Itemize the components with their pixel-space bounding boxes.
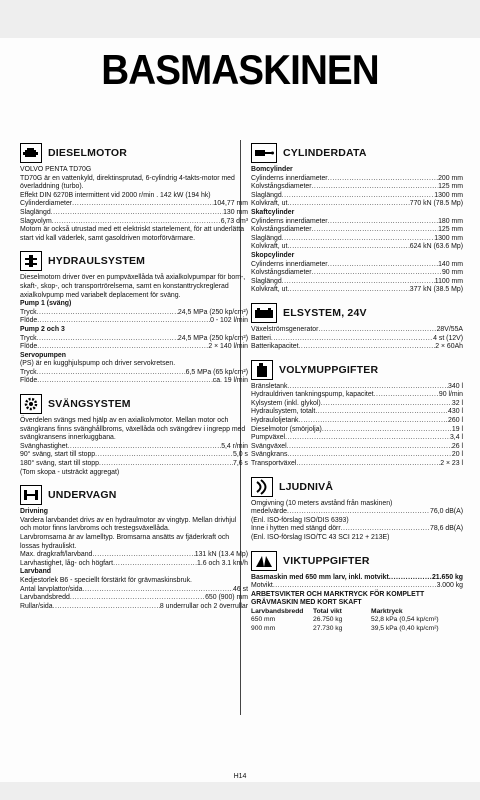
spec-key: Hydrauldriven tankningspump, kapacitet: [251, 391, 374, 399]
spec-key: Kolvkraft, ut: [251, 286, 288, 294]
spec-row: [251, 192, 463, 201]
undervagn-header: [20, 484, 248, 506]
spec-key: medelvärde: [251, 508, 288, 516]
spec-key: Cylinderns innerdiameter: [251, 217, 328, 225]
spec-key: Dieselmotor (smörjolja): [251, 425, 322, 433]
spec-value: 4 st (12V): [433, 334, 463, 342]
spec-row: [251, 460, 463, 469]
larvband-title: Larvband: [20, 568, 52, 576]
spec-key: Tryck: [20, 334, 37, 342]
spec-value: 6,5 MPa (65 kp/cm²): [185, 368, 248, 376]
drivning-title: Drivning: [20, 508, 48, 516]
spec-row: [20, 460, 248, 469]
spec-value: 140 mm: [438, 260, 463, 268]
spec-row: [251, 183, 463, 192]
spec-row: [251, 278, 463, 287]
spec-row: [20, 309, 248, 318]
battery-icon: [251, 303, 277, 323]
ljud-enl2: (Enl. ISO-förslag ISO/TC 43 SCI 212 + 213E): [251, 534, 390, 541]
spec-row: [251, 408, 463, 417]
spec-key: Flöde: [20, 377, 38, 385]
right-column: [251, 142, 463, 640]
spec-row: [251, 175, 463, 184]
spec-key: Batterikapacitet: [251, 343, 299, 351]
spec-row: [20, 560, 248, 569]
spec-value: 90 l/min: [438, 391, 463, 399]
spec-value: 19 l: [451, 425, 463, 433]
diesel-effect: Effekt DIN 6270B intermittent vid 2000 r/min . 142 kW (194 hk): [20, 191, 211, 199]
spec-value: 90 mm: [441, 269, 463, 277]
spec-key: Pumpväxel: [251, 434, 286, 442]
spec-row: [251, 343, 463, 352]
spec-key: Hydraulsystem, totalt: [251, 408, 316, 416]
spec-row: [20, 551, 248, 560]
spec-row: [20, 317, 248, 326]
cylinder-icon: [251, 143, 277, 163]
spec-value: 1300 mm: [434, 234, 463, 242]
spec-value: 26 l: [451, 442, 463, 450]
spec-row: [251, 443, 463, 452]
spec-value: 3,4 l: [449, 434, 463, 442]
svang-heading: SVÄNGSYSTEM: [48, 398, 131, 411]
spec-value: 624 kN (63.6 Mp): [409, 243, 463, 251]
spec-value: 5,0 s: [233, 451, 248, 459]
spec-value: 1300 mm: [434, 191, 463, 199]
ljud-section: [251, 476, 463, 543]
cyl-group-bom: [251, 166, 463, 209]
hydraul-header: [20, 250, 248, 272]
vikt-section: [251, 550, 463, 634]
spec-value: 200 mm: [438, 174, 463, 182]
spec-key: Rullar/sida: [20, 602, 53, 610]
hydraulic-icon: [20, 251, 42, 271]
spec-value: 76,0 dB(A): [430, 508, 463, 516]
spec-value: 3.000 kg: [436, 582, 463, 590]
spec-value: 340 l: [448, 382, 463, 390]
svang-section: [20, 393, 248, 477]
spec-value: 125 mm: [438, 226, 463, 234]
spec-key: Larvhastighet, låg- och högfart: [20, 559, 114, 567]
spec-value: 28V/55A: [436, 325, 463, 333]
spec-value: 0 - 102 l/min: [210, 317, 248, 325]
spec-row: [20, 218, 248, 227]
spec-value: 7,6 s: [233, 460, 248, 468]
spec-key: Bränsletank: [251, 382, 288, 390]
ljud-enl1: (Enl. ISO-förslag ISO/DIS 6393): [251, 516, 349, 524]
hydraul-heading: HYDRAULSYSTEM: [48, 255, 146, 268]
spec-value: 650 (900) mm: [205, 594, 248, 602]
servo-desc: (PS) är en kugghjulspump och driver servokretsen.: [20, 360, 176, 368]
spec-value: 24,5 MPa (250 kp/cm²): [177, 308, 248, 316]
spec-key: 90° sväng, start till stopp: [20, 451, 96, 459]
spec-value: 46 st: [233, 585, 248, 593]
diesel-note: Motorn är också utrustad med ett elektriskt startelement, för att underlätta start vid kall väderlek, samt gasoldriven motorförvärmare.: [20, 226, 245, 242]
spec-row: [251, 243, 463, 252]
spec-row: [251, 525, 463, 534]
spec-key: Cylinderns innerdiameter: [251, 174, 328, 182]
page-title: BASMASKINEN: [101, 46, 379, 93]
ljud-heading: LJUDNIVÅ: [279, 480, 334, 493]
spec-value: 2 × 60Ah: [435, 343, 463, 351]
spec-row: [251, 400, 463, 409]
spec-value: 20 l: [451, 451, 463, 459]
spec-value: 2 × 23 l: [440, 460, 463, 468]
spec-key: Inne i hytten med stängd dörr: [251, 525, 341, 533]
spec-row: [20, 343, 248, 352]
spec-row: [20, 603, 248, 612]
cylinder-section: [251, 142, 463, 295]
fuel-can-icon: [251, 360, 273, 380]
spec-row: [251, 235, 463, 244]
spec-value: 21.650 kg: [431, 573, 463, 581]
spec-row: [251, 391, 463, 400]
spec-row: [251, 582, 463, 591]
spec-row: [251, 574, 463, 583]
table-cell: 39,5 kPa (0,40 kp/cm²): [371, 624, 439, 632]
spec-key: Antal larvplattor/sida: [20, 585, 83, 593]
table-cell: 26.750 kg: [313, 616, 343, 624]
spec-row: [251, 434, 463, 443]
spec-row: [20, 335, 248, 344]
spec-value: 6,73 dm³: [220, 217, 248, 225]
vikt-heading: VIKTUPPGIFTER: [283, 554, 370, 567]
spec-key: Slaglängd: [251, 191, 282, 199]
spec-key: Cylinderns innerdiameter: [251, 260, 328, 268]
volym-section: [251, 359, 463, 469]
spec-row: [20, 369, 248, 378]
spec-row: [20, 200, 248, 209]
spec-value: ca. 19 l/min: [212, 377, 248, 385]
spec-key: Slaglängd: [251, 234, 282, 242]
broms-desc: Larvbromsarna är av lamelltyp. Bromsarna ansätts av fjäderkraft och lossas hydrauliskt.: [20, 534, 230, 550]
spec-row: [251, 451, 463, 460]
table-header-cell: Marktryck: [371, 607, 403, 615]
spec-key: Svängkrans: [251, 451, 288, 459]
spec-key: Kolvkraft, ut: [251, 200, 288, 208]
table-header-cell: Total vikt: [313, 607, 342, 615]
gear-icon: [20, 394, 42, 414]
spec-key: Växelströmsgenerator: [251, 325, 319, 333]
hydraul-section: [20, 250, 248, 386]
spec-row: [251, 261, 463, 270]
pump1-title: Pump 1 (sväng): [20, 300, 72, 308]
sound-icon: [251, 477, 273, 497]
page-number: H14: [233, 773, 247, 780]
left-column: [20, 142, 248, 618]
volym-header: [251, 359, 463, 381]
spec-key: Svänghastighet: [20, 442, 68, 450]
spec-key: Tryck: [20, 308, 37, 316]
spec-value: 32 l: [451, 399, 463, 407]
spec-key: Kylsystem (inkl. glykol): [251, 399, 321, 407]
spec-key: Cylinderdiameter: [20, 200, 73, 208]
spec-row: [20, 451, 248, 460]
spec-key: Max. dragkraft/larvband: [20, 551, 93, 559]
spec-value: 131 kN (13.4 Mp): [194, 551, 248, 559]
spec-row: [20, 377, 248, 386]
spec-row: [251, 286, 463, 295]
spec-value: 1100 mm: [434, 277, 463, 285]
el-heading: ELSYSTEM, 24V: [283, 306, 367, 319]
spec-key: Kolvkraft, ut: [251, 243, 288, 251]
vikt-header: [251, 550, 463, 572]
table-cell: 52,8 kPa (0,54 kp/cm²): [371, 616, 439, 624]
spec-row: [251, 426, 463, 435]
spec-row: [251, 226, 463, 235]
spec-key: Hydrauloljetank: [251, 417, 299, 425]
spec-value: 770 kN (78.5 Mp): [409, 200, 463, 208]
spec-row: [20, 594, 248, 603]
volym-rows: [251, 383, 463, 469]
pump23-title: Pump 2 och 3: [20, 325, 65, 333]
spec-key: Slaglängd: [20, 208, 51, 216]
diesel-section: [20, 142, 248, 243]
spec-value: 5,4 r/min: [221, 442, 248, 450]
spec-value: 104,77 mm: [213, 200, 248, 208]
diesel-model: VOLVO PENTA TD70G: [20, 166, 92, 173]
volym-heading: VOLYMUPPGIFTER: [279, 363, 379, 376]
spec-value: 377 kN (38.5 Mp): [409, 286, 463, 294]
spec-value: 180 mm: [438, 217, 463, 225]
spec-value: 24,5 MPa (250 kp/cm²): [177, 334, 248, 342]
spec-key: Larvbandsbredd: [20, 594, 70, 602]
cyl-group-skaft: [251, 209, 463, 252]
table-cell: 27.730 kg: [313, 624, 343, 632]
spec-value: 260 l: [448, 417, 463, 425]
el-section: [251, 302, 463, 352]
spec-key: Slagvolym: [20, 217, 52, 225]
hydraul-desc: Dieselmotorn driver över en pumpväxellåda två axialkolvpumpar för bom-, skaft-, skop-, och transportrörelserna, samt en konstanttryckreglerad axialkolvpump med variabelt deplacement för sväng.: [20, 274, 246, 299]
spec-value: 2 × 140 l/min: [208, 343, 248, 351]
svang-note: (Tom skopa - utsträckt aggregat): [20, 468, 120, 476]
cylinder-heading: CYLINDERDATA: [283, 147, 367, 159]
spec-row: [251, 218, 463, 227]
weight-icon: [251, 551, 277, 571]
spec-row: [20, 586, 248, 595]
ljud-header: [251, 476, 463, 498]
spec-key: Slaglängd: [251, 277, 282, 285]
spec-key: 180° sväng, start till stopp: [20, 460, 99, 468]
spec-row: [251, 417, 463, 426]
table-cell: 900 mm: [251, 624, 276, 632]
spec-value: 1.6 och 3.1 km/h: [197, 559, 248, 567]
cyl-group-skop: [251, 252, 463, 295]
track-icon: [20, 485, 42, 505]
drivning-desc: Vardera larvbandet drivs av en hydraulmotor av vingtyp. Mellan drivhjul och motor finns larvbroms och trestegsväxellåda.: [20, 516, 237, 533]
spec-key: Basmaskin med 650 mm larv, inkl. motvikt: [251, 573, 389, 581]
table-cell: 650 mm: [251, 616, 276, 624]
cyl-group-title: Bomcylinder: [251, 166, 293, 173]
spec-key: Flöde: [20, 343, 38, 351]
spec-key: Motvikt: [251, 582, 273, 590]
table-row: [251, 616, 463, 624]
spec-key: Flöde: [20, 317, 38, 325]
ljud-desc: Omgivning (10 meters avstånd från maskinen): [251, 499, 393, 507]
svang-header: [20, 393, 248, 415]
spec-row: [251, 508, 463, 517]
spec-key: Transportväxel: [251, 460, 297, 468]
spec-key: Tryck: [20, 368, 37, 376]
undervagn-section: [20, 484, 248, 611]
spec-row: [251, 383, 463, 392]
spec-key: Svängväxel: [251, 442, 287, 450]
spec-key: Kolvstångsdiameter: [251, 269, 312, 277]
cylinder-header: [251, 142, 463, 164]
spec-value: 130 mm: [223, 208, 248, 216]
diesel-desc: TD70G är en vattenkyld, direktinsprutad, 6-cylindrig 4-takts-motor med överladdning (turbo).: [20, 174, 235, 191]
servo-title: Servopumpen: [20, 351, 66, 359]
spec-row: [251, 335, 463, 344]
weight-table-header: [251, 608, 463, 616]
spec-key: Batteri: [251, 334, 271, 342]
spec-key: Kolvstångsdiameter: [251, 183, 312, 191]
spec-value: 430 l: [448, 408, 463, 416]
spec-row: [251, 269, 463, 278]
cyl-group-title: Skopcylinder: [251, 251, 295, 259]
arbetsvikt-heading: ARBETSVIKTER OCH MARKTRYCK FÖR KOMPLETT GRÄVMASKIN MED KORT SKAFT: [251, 590, 425, 607]
spec-value: 8 underrullar och 2 överrullar: [159, 602, 248, 610]
svang-desc: Överdelen svängs med hjälp av en axialkolvmotor. Mellan motor och svängkrans finns svänghållbroms, växellåda och svängdrev i ingrepp med svängkransens innerkuggbana.: [20, 417, 246, 442]
spec-key: Kolvstångsdiameter: [251, 226, 312, 234]
spec-row: [20, 209, 248, 218]
undervagn-heading: UNDERVAGN: [48, 489, 117, 502]
cyl-group-title: Skaftcylinder: [251, 208, 295, 216]
larvband-desc: Kedjestorlek B6 - speciellt förstärkt för grävmaskinsbruk.: [20, 576, 192, 584]
spec-value: 78,6 dB(A): [430, 525, 463, 533]
spec-value: 125 mm: [438, 183, 463, 191]
el-header: [251, 302, 463, 324]
table-header-cell: Larvbandsbredd: [251, 607, 304, 615]
diesel-heading: DIESELMOTOR: [48, 147, 128, 159]
diesel-header: [20, 142, 248, 164]
table-row: [251, 625, 463, 633]
engine-icon: [20, 143, 42, 163]
spec-row: [251, 326, 463, 335]
spec-row: [251, 200, 463, 209]
